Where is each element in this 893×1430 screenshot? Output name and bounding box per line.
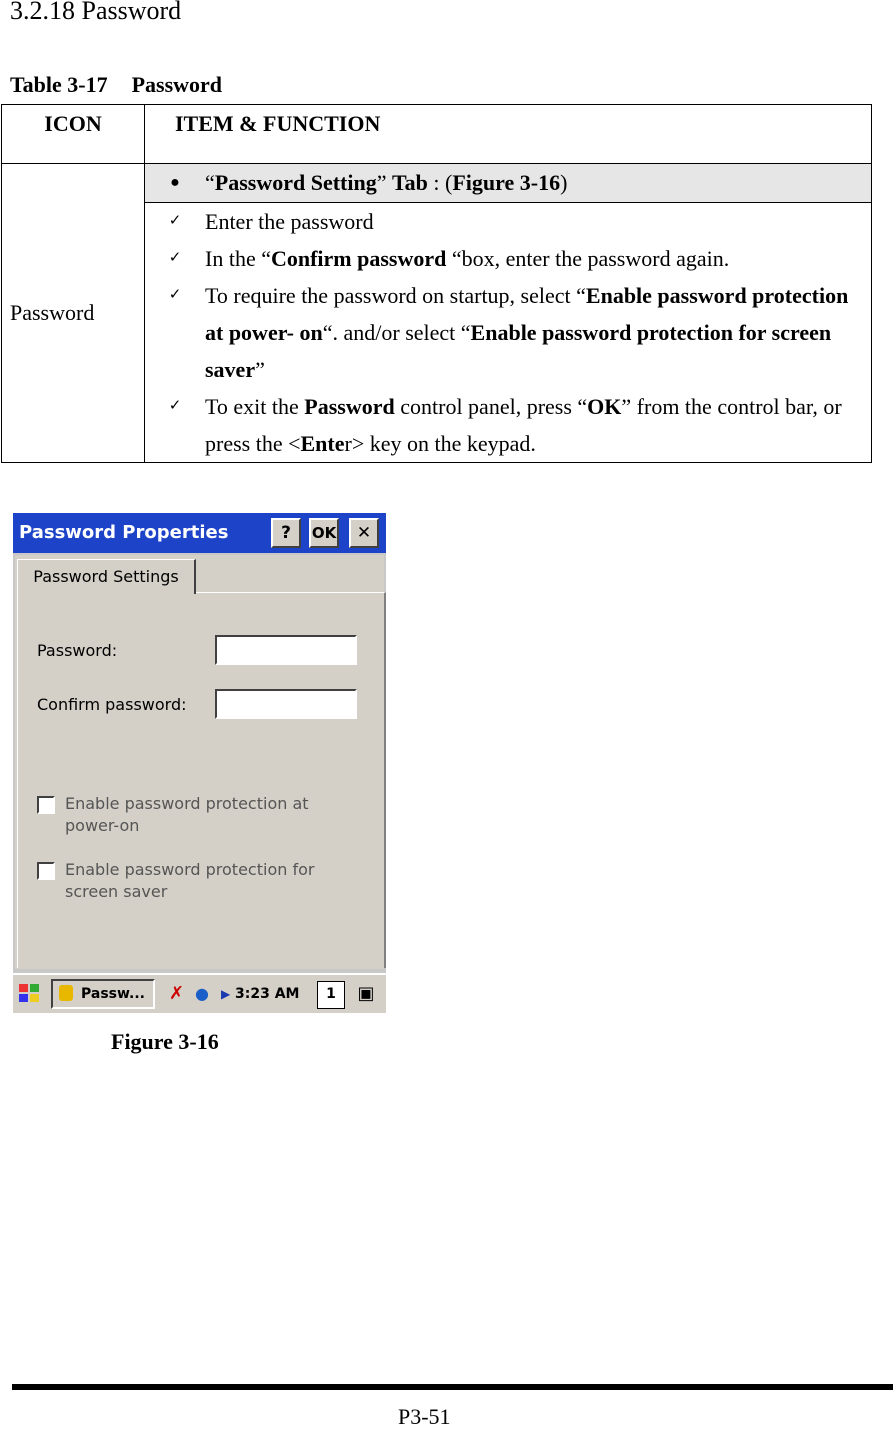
item-text <box>205 388 871 462</box>
tab-end: ) <box>560 170 568 195</box>
network-icon[interactable]: ● <box>195 984 209 1003</box>
list-item <box>145 388 871 462</box>
tab-row <box>145 164 872 203</box>
open-quote: “ <box>205 170 215 195</box>
item-text-part: “. and/or select “ <box>322 320 471 345</box>
help-button[interactable]: ? <box>271 518 301 548</box>
table-caption-title: Password <box>131 72 223 97</box>
password-spec-table <box>1 104 872 463</box>
items-cell <box>145 203 872 463</box>
confirm-password-label: Confirm password: <box>37 695 187 714</box>
taskbar-button-label: Passw... <box>81 986 145 1002</box>
section-title: 3.2.18 Password <box>10 0 182 25</box>
desktop-switch-icon[interactable]: ▣ <box>357 983 375 1004</box>
window-titlebar <box>13 513 386 553</box>
item-text-part: ” from the control bar, or press the < <box>205 394 842 456</box>
header-item-function: ITEM & FUNCTION <box>145 105 872 164</box>
tab-password-settings[interactable]: Password Settings <box>17 559 196 594</box>
table-header-row <box>2 105 872 164</box>
enable-power-on-checkbox[interactable] <box>37 796 55 814</box>
item-text-bold: Confirm password <box>270 246 447 271</box>
item-text-part: control panel, press “ <box>394 394 588 419</box>
confirm-password-field[interactable] <box>215 689 357 719</box>
bullet-icon: ● <box>170 174 180 191</box>
check-icon: ✓ <box>168 213 182 229</box>
ok-button[interactable]: OK <box>309 518 339 548</box>
item-text-bold: Enable password protection at power- on <box>205 283 849 345</box>
figure-caption: Figure 3-16 <box>111 1029 219 1054</box>
item-text-part: r> key on the keypad. <box>344 431 536 456</box>
figure-ref: Figure 3-16 <box>452 170 561 195</box>
item-text-bold: Password <box>304 394 395 419</box>
password-label: Password: <box>37 641 118 660</box>
item-text: Enter the password <box>205 209 374 234</box>
tab-row-text <box>205 170 567 196</box>
item-text-part: In the “ <box>205 246 271 271</box>
enable-screen-saver-checkbox[interactable] <box>37 862 55 880</box>
table-caption <box>10 72 222 98</box>
lock-icon <box>59 985 73 1001</box>
tab-middle: : ( <box>427 170 453 195</box>
check-icon: ✓ <box>168 398 182 414</box>
enable-screen-saver-label: Enable password protection for screen saver <box>65 860 315 901</box>
item-text-bold: Ente <box>300 431 345 456</box>
password-properties-screenshot <box>13 513 386 1013</box>
tab-name: Password Setting <box>214 170 377 195</box>
check-icon: ✓ <box>168 250 182 266</box>
item-text-part: “box, enter the password again. <box>446 246 730 271</box>
table-caption-label: Table 3-17 <box>10 72 108 97</box>
system-tray <box>165 979 315 1009</box>
item-text-part: To exit the <box>205 394 305 419</box>
tab-word: Tab <box>391 170 428 195</box>
item-text-bold: Enable password protection for screen saver <box>205 320 832 382</box>
item-text <box>205 240 871 277</box>
window-client <box>15 555 384 969</box>
taskbar <box>13 973 386 1013</box>
icon-cell-password: Password <box>2 164 145 463</box>
footer-rule <box>12 1384 893 1390</box>
check-icon: ✓ <box>168 287 182 303</box>
enable-power-on-label: Enable password protection at power-on <box>65 794 309 835</box>
input-panel-icon[interactable]: 1 <box>317 981 345 1009</box>
header-icon: ICON <box>2 105 145 164</box>
password-field[interactable] <box>215 635 357 665</box>
taskbar-password-button[interactable] <box>51 979 155 1009</box>
list-item <box>145 203 871 240</box>
arrow-right-icon: ▶ <box>221 987 231 1001</box>
page-number: P3-51 <box>398 1404 451 1429</box>
close-button[interactable]: ✕ <box>349 518 379 548</box>
table-row-tab <box>2 164 872 203</box>
clock[interactable]: 3:23 AM <box>235 986 300 1002</box>
item-text-part: ” <box>255 357 265 382</box>
windows-flag-icon[interactable] <box>17 981 43 1007</box>
list-item <box>145 277 871 388</box>
item-text-bold: OK <box>587 394 622 419</box>
no-connection-icon[interactable]: ✗ <box>169 983 185 1004</box>
item-text <box>205 277 871 388</box>
close-quote: ” <box>376 170 387 195</box>
list-item <box>145 240 871 277</box>
item-text-part: To require the password on startup, select “ <box>205 283 586 308</box>
window-title: Password Properties <box>19 522 229 543</box>
